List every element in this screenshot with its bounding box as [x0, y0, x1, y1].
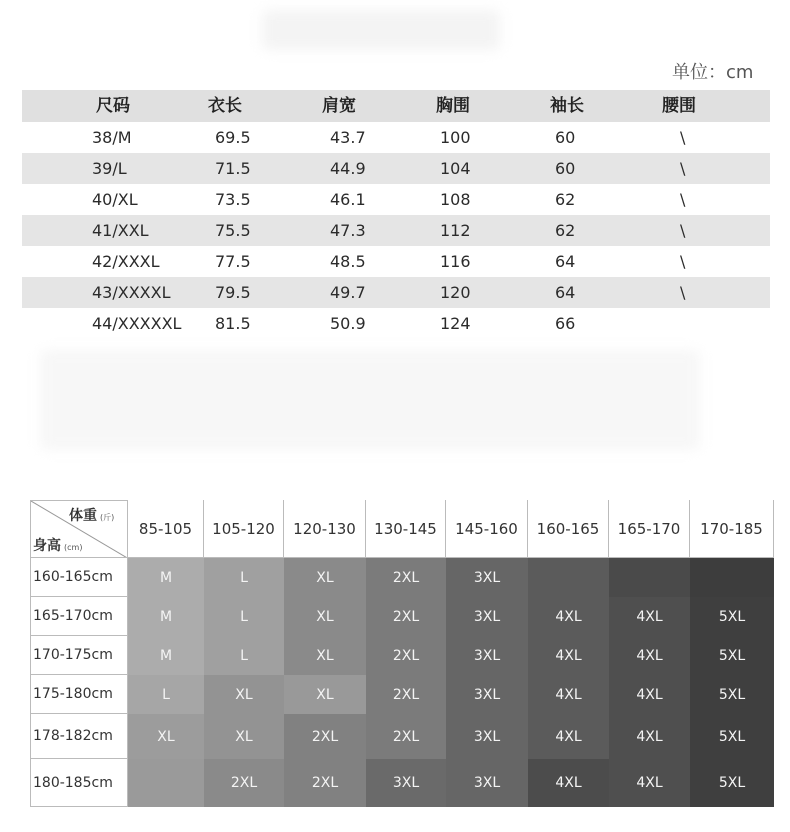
height-unit: (cm): [64, 543, 83, 552]
size-recommendation-cell: 4XL: [528, 597, 609, 636]
size-cell: 124: [440, 314, 471, 333]
size-header-cell: 袖长: [550, 96, 584, 116]
size-cell: \: [680, 221, 686, 240]
size-table-header: [22, 90, 770, 122]
size-cell: 40/XL: [92, 190, 138, 209]
weight-range-header: 165-170: [609, 500, 690, 558]
size-recommendation-cell: XL: [284, 675, 366, 714]
size-row: [22, 184, 770, 215]
size-row: [22, 308, 770, 339]
weight-range-header: 120-130: [284, 500, 366, 558]
size-row: [22, 153, 770, 184]
size-cell: \: [680, 190, 686, 209]
size-recommendation-cell: 4XL: [609, 714, 690, 759]
size-recommendation-cell: 3XL: [446, 558, 528, 597]
height-range-header: 175-180cm: [30, 675, 128, 714]
size-recommendation-cell: 4XL: [528, 675, 609, 714]
size-row: [22, 215, 770, 246]
size-cell: 104: [440, 159, 471, 178]
weight-range-header: 105-120: [204, 500, 284, 558]
size-recommendation-cell: XL: [284, 636, 366, 675]
size-cell: 43/XXXXL: [92, 283, 171, 302]
size-recommendation-cell: 4XL: [528, 759, 609, 807]
size-recommendation-cell: [128, 759, 204, 807]
size-header-cell: 尺码: [96, 96, 130, 116]
size-cell: \: [680, 159, 686, 178]
size-header-cell: 肩宽: [322, 96, 356, 116]
size-recommendation-cell: 5XL: [690, 675, 774, 714]
weight-range-header: 160-165: [528, 500, 609, 558]
size-cell: 62: [555, 221, 576, 240]
weight-range-header: 145-160: [446, 500, 528, 558]
size-cell: 60: [555, 159, 576, 178]
size-recommendation-cell: XL: [128, 714, 204, 759]
weight-range-header: 130-145: [366, 500, 446, 558]
size-recommendation-cell: L: [204, 636, 284, 675]
size-recommendation-cell: 2XL: [366, 558, 446, 597]
weight-label: 体重: [69, 508, 97, 524]
size-recommendation-cell: 3XL: [446, 759, 528, 807]
size-recommendation-cell: [528, 558, 609, 597]
size-recommendation-cell: 5XL: [690, 597, 774, 636]
size-recommendation-cell: 4XL: [609, 636, 690, 675]
size-cell: 71.5: [215, 159, 251, 178]
height-range-header: 170-175cm: [30, 636, 128, 675]
size-cell: 46.1: [330, 190, 366, 209]
size-recommendation-cell: M: [128, 636, 204, 675]
weight-range-header: 85-105: [128, 500, 204, 558]
size-cell: 108: [440, 190, 471, 209]
size-recommendation-cell: 2XL: [366, 675, 446, 714]
size-cell: 39/L: [92, 159, 127, 178]
unit-label: 单位：cm: [672, 62, 754, 83]
size-cell: 43.7: [330, 128, 366, 147]
size-recommendation-cell: 3XL: [366, 759, 446, 807]
blurred-area-top: [262, 10, 500, 50]
size-recommendation-cell: 5XL: [690, 714, 774, 759]
size-recommendation-cell: L: [204, 597, 284, 636]
size-recommendation-cell: L: [128, 675, 204, 714]
size-recommendation-cell: 3XL: [446, 597, 528, 636]
size-cell: 64: [555, 283, 576, 302]
height-axis-label: [33, 535, 82, 555]
size-cell: \: [680, 252, 686, 271]
size-recommendation-cell: 4XL: [609, 675, 690, 714]
size-recommendation-cell: 5XL: [690, 759, 774, 807]
size-recommendation-cell: 2XL: [284, 714, 366, 759]
size-cell: 44.9: [330, 159, 366, 178]
size-cell: 100: [440, 128, 471, 147]
size-cell: 81.5: [215, 314, 251, 333]
size-recommendation-cell: 2XL: [366, 597, 446, 636]
weight-range-header: 170-185: [690, 500, 774, 558]
size-cell: 42/XXXL: [92, 252, 160, 271]
size-cell: 60: [555, 128, 576, 147]
size-cell: 41/XXL: [92, 221, 149, 240]
size-cell: 120: [440, 283, 471, 302]
size-cell: 77.5: [215, 252, 251, 271]
size-recommendation-cell: 3XL: [446, 675, 528, 714]
size-row: [22, 277, 770, 308]
size-cell: 64: [555, 252, 576, 271]
size-recommendation-cell: 2XL: [284, 759, 366, 807]
size-cell: 38/M: [92, 128, 132, 147]
size-cell: \: [680, 128, 686, 147]
size-cell: 62: [555, 190, 576, 209]
height-range-header: 160-165cm: [30, 558, 128, 597]
size-cell: 47.3: [330, 221, 366, 240]
blurred-area-middle: [40, 350, 700, 450]
size-recommendation-cell: 5XL: [690, 636, 774, 675]
size-recommendation-cell: M: [128, 597, 204, 636]
size-recommendation-cell: XL: [204, 675, 284, 714]
size-header-cell: 衣长: [208, 96, 242, 116]
size-recommendation-cell: 2XL: [204, 759, 284, 807]
size-cell: 116: [440, 252, 471, 271]
size-recommendation-cell: M: [128, 558, 204, 597]
size-cell: 44/XXXXXL: [92, 314, 182, 333]
size-header-cell: 腰围: [662, 96, 696, 116]
size-recommendation-cell: 2XL: [366, 714, 446, 759]
size-table: [22, 90, 770, 339]
size-header-cell: 胸围: [436, 96, 470, 116]
size-cell: 79.5: [215, 283, 251, 302]
size-recommendation-cell: L: [204, 558, 284, 597]
size-recommendation-cell: [609, 558, 690, 597]
weight-unit: (斤): [100, 513, 115, 522]
size-cell: 69.5: [215, 128, 251, 147]
size-recommendation-cell: [690, 558, 774, 597]
size-recommendation-cell: 4XL: [609, 597, 690, 636]
size-cell: 49.7: [330, 283, 366, 302]
size-recommendation-cell: XL: [284, 558, 366, 597]
size-cell: 48.5: [330, 252, 366, 271]
height-range-header: 180-185cm: [30, 759, 128, 807]
size-row: [22, 122, 770, 153]
size-cell: 73.5: [215, 190, 251, 209]
size-cell: 66: [555, 314, 576, 333]
size-cell: 112: [440, 221, 471, 240]
height-range-header: 178-182cm: [30, 714, 128, 759]
size-recommendation-cell: 3XL: [446, 714, 528, 759]
grid-corner-header: [30, 500, 128, 558]
height-range-header: 165-170cm: [30, 597, 128, 636]
size-row: [22, 246, 770, 277]
size-recommendation-cell: 4XL: [528, 714, 609, 759]
size-cell: 50.9: [330, 314, 366, 333]
size-recommendation-cell: XL: [284, 597, 366, 636]
size-recommendation-cell: 4XL: [528, 636, 609, 675]
size-recommendation-cell: XL: [204, 714, 284, 759]
size-recommendation-cell: 2XL: [366, 636, 446, 675]
height-label: 身高: [33, 538, 61, 554]
weight-axis-label: [69, 505, 114, 525]
size-cell: \: [680, 283, 686, 302]
size-recommendation-cell: 3XL: [446, 636, 528, 675]
size-cell: 75.5: [215, 221, 251, 240]
size-recommendation-cell: 4XL: [609, 759, 690, 807]
size-recommendation-grid: [30, 500, 774, 807]
